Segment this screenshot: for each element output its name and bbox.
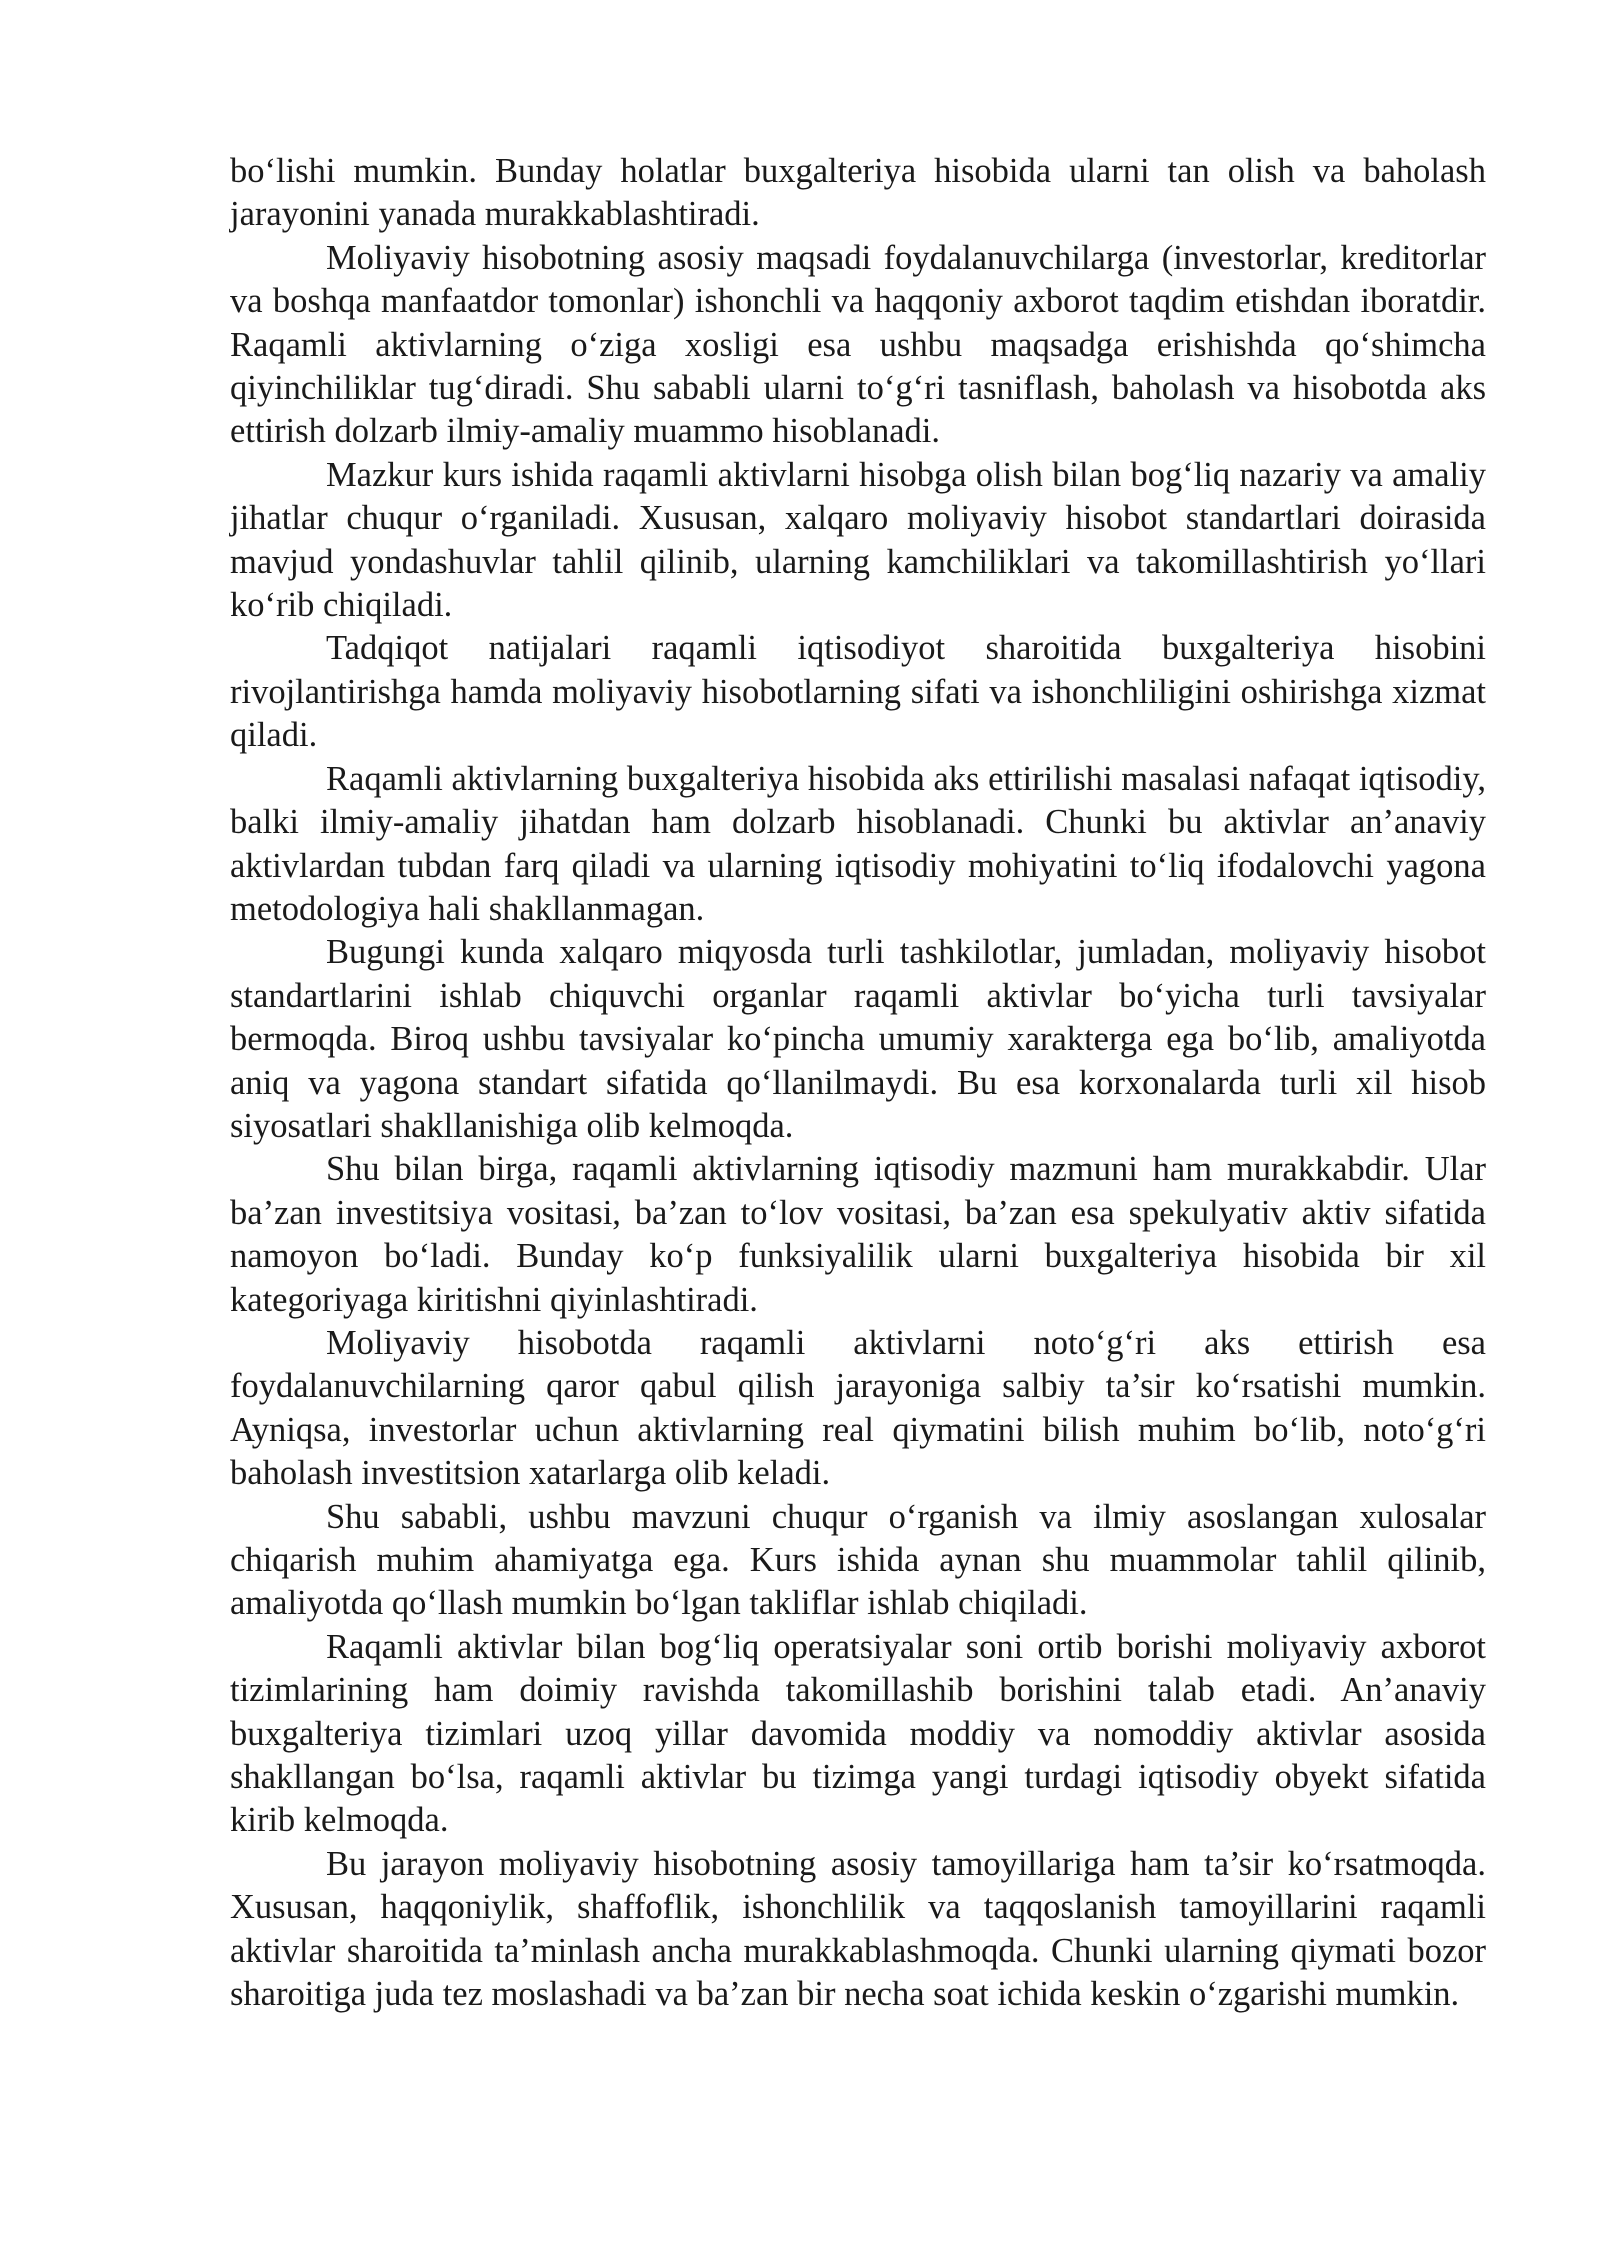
paragraph: Moliyaviy hisobotning asosiy maqsadi foydalanuvchilarga (investorlar, kreditorlar va boshqa manfaatdor tomonlar) ishonchli va haqqoniy axborot taqdim etishdan iboratdir. Raqamli aktivlarning o‘ziga xosligi esa ushbu maqsadga erishishda qo‘shimcha qiyinchiliklar tug‘diradi. Shu sababli ularni to‘g‘ri tasniflash, baholash va hisobotda aks ettirish dolzarb ilmiy-amaliy muammo hisoblanadi. xyxy=(230,238,1486,451)
paragraph: Shu sababli, ushbu mavzuni chuqur o‘rganish va ilmiy asoslangan xulosalar chiqarish muhim ahamiyatga ega. Kurs ishida aynan shu muammolar tahlil qilinib, amaliyotda qo‘llash mumkin bo‘lgan takliflar ishlab chiqiladi. xyxy=(230,1497,1486,1623)
paragraph: Moliyaviy hisobotda raqamli aktivlarni noto‘g‘ri aks ettirish esa foydalanuvchilarning qaror qabul qilish jarayoniga salbiy ta’sir ko‘rsatishi mumkin. Ayniqsa, investorlar uchun aktivlarning real qiymatini bilish muhim bo‘lib, noto‘g‘ri baholash investitsion xatarlarga olib keladi. xyxy=(230,1323,1486,1493)
paragraph: Raqamli aktivlarning buxgalteriya hisobida aks ettirilishi masalasi nafaqat iqtisodiy, balki ilmiy-amaliy jihatdan ham dolzarb hisoblanadi. Chunki bu aktivlar an’anaviy aktivlardan tubdan farq qiladi va ularning iqtisodiy mohiyatini to‘liq ifodalovchi yagona metodologiya hali shakllanmagan. xyxy=(230,759,1486,928)
paragraph: Tadqiqot natijalari raqamli iqtisodiyot sharoitida buxgalteriya hisobini rivojlantirishga hamda moliyaviy hisobotlarning sifati va ishonchliligini oshirishga xizmat qiladi. xyxy=(230,629,1486,755)
paragraph: Bugungi kunda xalqaro miqyosda turli tashkilotlar, jumladan, moliyaviy hisobot standartlarini ishlab chiquvchi organlar raqamli aktivlar bo‘yicha turli tavsiyalar bermoqda. Biroq ushbu tavsiyalar ko‘pincha umumiy xarakterga ega bo‘lib, amaliyotda aniq va yagona standart sifatida qo‘llanilmaydi. Bu esa korxonalarda turli xil hisob siyosatlari shakllanishiga olib kelmoqda. xyxy=(230,933,1486,1145)
document-page xyxy=(230,150,1486,2016)
paragraph: Raqamli aktivlar bilan bog‘liq operatsiyalar soni ortib borishi moliyaviy axborot tizimlarining ham doimiy ravishda takomillashib borishini talab etadi. An’anaviy buxgalteriya tizimlari uzoq yillar davomida moddiy va nomoddiy aktivlar asosida shakllangan bo‘lsa, raqamli aktivlar bu tizimga yangi turdagi iqtisodiy obyekt sifatida kirib kelmoqda. xyxy=(230,1627,1486,1840)
paragraph: Shu bilan birga, raqamli aktivlarning iqtisodiy mazmuni ham murakkabdir. Ular ba’zan investitsiya vositasi, ba’zan to‘lov vositasi, ba’zan esa spekulyativ aktiv sifatida namoyon bo‘ladi. Bunday ko‘p funksiyalilik ularni buxgalteriya hisobida bir xil kategoriyaga kiritishni qiyinlashtiradi. xyxy=(230,1150,1486,1319)
paragraph: Bu jarayon moliyaviy hisobotning asosiy tamoyillariga ham ta’sir ko‘rsatmoqda. Xususan, haqqoniylik, shaffoflik, ishonchlilik va taqqoslanish tamoyillarini raqamli aktivlar sharoitida ta’minlash ancha murakkablashmoqda. Chunki ularning qiymati bozor sharoitiga juda tez moslashadi va ba’zan bir necha soat ichida keskin o‘zgarishi mumkin. xyxy=(230,1844,1486,2014)
paragraph: Mazkur kurs ishida raqamli aktivlarni hisobga olish bilan bog‘liq nazariy va amaliy jihatlar chuqur o‘rganiladi. Xususan, xalqaro moliyaviy hisobot standartlari doirasida mavjud yondashuvlar tahlil qilinib, ularning kamchiliklari va takomillashtirish yo‘llari ko‘rib chiqiladi. xyxy=(230,455,1486,625)
paragraph-continuation: bo‘lishi mumkin. Bunday holatlar buxgalteriya hisobida ularni tan olish va baholash jarayonini yanada murakkablashtiradi. xyxy=(230,152,1486,234)
